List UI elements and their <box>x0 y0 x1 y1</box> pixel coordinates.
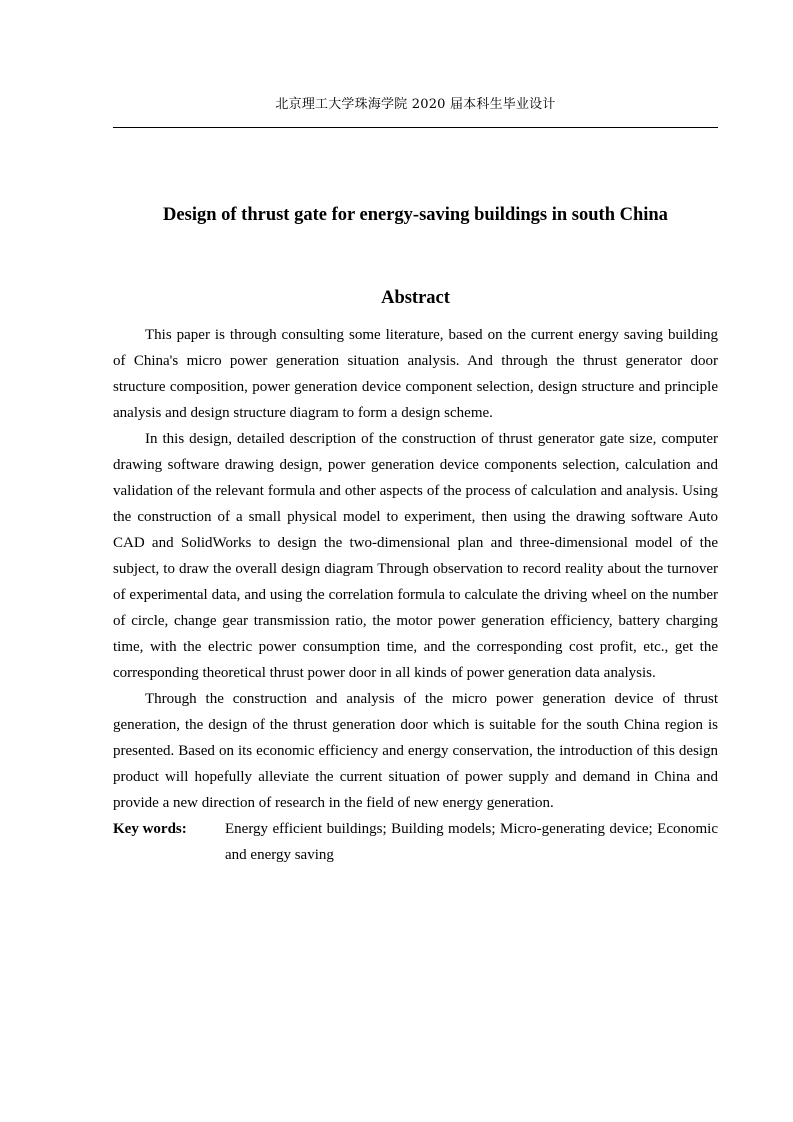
abstract-paragraph-3: Through the construction and analysis of the micro power generation device of thrust generation, the design of the thrust generation door which is suitable for the south China region is presented. Based on its economic efficiency and energy conservation, the introduction of this design product will hopefully alleviate the current situation of power supply and demand in China and provide a new direction of research in the field of new energy generation. <box>113 691 718 811</box>
keywords-list: Energy efficient buildings; Building models; Micro-generating device; Economic and energy saving <box>225 821 718 863</box>
abstract-heading: Abstract <box>381 288 450 308</box>
page-header: 北京理工大学珠海学院 2020 届本科生毕业设计 <box>275 97 556 112</box>
abstract-paragraph-1: This paper is through consulting some literature, based on the current energy saving building of China's micro power generation situation analysis. And through the thrust generator door structure composition, power generation device component selection, design structure and principle analysis and design structure diagram to form a design scheme. <box>113 327 718 421</box>
header-divider <box>113 127 718 128</box>
abstract-body <box>113 322 718 868</box>
keywords-label: Key words: <box>113 821 187 837</box>
abstract-paragraph-2: In this design, detailed description of the construction of thrust generator gate size, computer drawing software drawing design, power generation device components selection, calculation and validation of the relevant formula and other aspects of the process of calculation and analysis. Using the construction of a small physical model to experiment, then using the drawing software Auto CAD and SolidWorks to design the two-dimensional plan and three-dimensional model of the subject, to draw the overall design diagram Through observation to record reality about the turnover of experimental data, and using the correlation formula to calculate the driving wheel on the number of circle, change gear transmission ratio, the motor power generation efficiency, battery charging time, with the electric power consumption time, and the corresponding cost profit, etc., get the corresponding theoretical thrust power door in all kinds of power generation data analysis. <box>113 431 718 681</box>
paper-title: Design of thrust gate for energy-saving buildings in south China <box>163 205 668 225</box>
keywords-section <box>113 816 718 868</box>
